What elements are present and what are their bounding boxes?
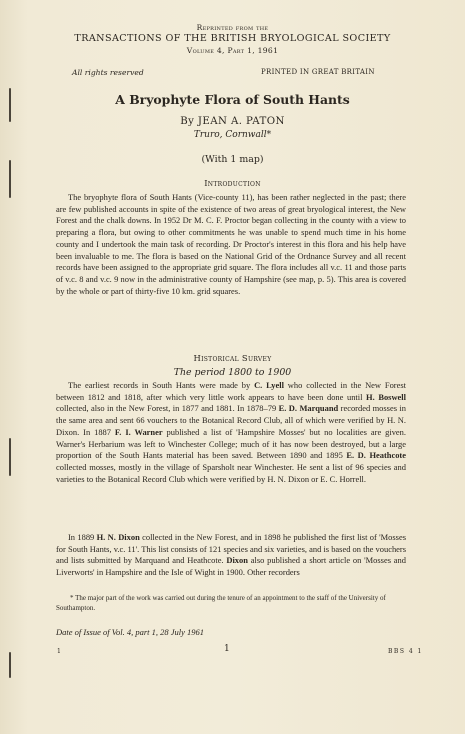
text-run: In 1889 (68, 532, 97, 542)
journal-title: TRANSACTIONS OF THE BRITISH BRYOLOGICAL SOCIETY (74, 33, 391, 44)
text-run: The earliest records in South Hants were made by (68, 380, 255, 390)
rights-notice: All rights reserved (72, 68, 144, 77)
collector-name: C. Lyell (254, 380, 284, 390)
text-run: collected in the New Forest, and in 1898 he published the first list of 'Mosses for South Hants, v.c. 11'. This list consists of 121 species and six varieties, and is based on the vouchers and lists submitted by Marquand and Heathcote. (56, 532, 406, 566)
signature-mark-left: 1 (57, 648, 61, 655)
collector-name: Dixon (226, 555, 248, 566)
binding-mark (9, 652, 11, 678)
historical-survey-heading: Historical Survey (193, 353, 272, 363)
collector-name: F. I. Warner (114, 426, 163, 437)
issue-date: Date of Issue of Vol. 4, part 1, 28 July 1961 (56, 627, 205, 637)
map-note: (With 1 map) (201, 154, 264, 165)
introduction-heading: Introduction (204, 178, 261, 188)
binding-mark (9, 438, 11, 476)
affiliation: Truro, Cornwall* (193, 130, 272, 140)
text-run: published a list of 'Hampshire Mosses' but no localities are given. Warner's Herbarium was left to Winchester College; much of it has now been destroyed, but a large proportion of the South Hants material has been saved. Between 1890 and 1895 (56, 426, 406, 461)
author-line: By JEAN A. PATON (180, 116, 285, 127)
history-paragraph-2 (56, 532, 406, 579)
article-title: A Bryophyte Flora of South Hants (115, 92, 350, 107)
collector-name: E. D. Heathcote (346, 450, 406, 461)
volume-line: Volume 4, Part 1, 1961 (186, 46, 279, 55)
footnote: * The major part of the work was carried out during the tenure of an appointment to the staff of the University of Southampton. (56, 594, 386, 612)
collector-name: H. N. Dixon (96, 532, 140, 542)
period-subheading: The period 1800 to 1900 (173, 367, 292, 378)
page-number: 1 (224, 644, 230, 654)
text-run: collected mosses, mostly in the village of Sparsholt near Winchester. He sent a list of 96 species and varieties to the Botanical Record Club which were verified by H. N. Dixon or E. C. Horrell. (56, 462, 406, 484)
text-run: also published a short article on 'Mosses and Liverworts' in Hampshire and the Isle of Wight in 1900. Other recorders (56, 555, 406, 578)
printed-notice: PRINTED IN GREAT BRITAIN (261, 68, 375, 76)
text-run: recorded mosses in the same area and sent 66 vouchers to the Botanical Record Club, all of which were verified by H. N. Dixon. In 1887 (56, 403, 406, 437)
history-paragraph-1 (56, 380, 406, 485)
introduction-paragraph: The bryophyte flora of South Hants (Vice-county 11), has been rather neglected in the past; there are few published accounts in spite of the existence of two areas of great bryological interest, the New Forest and the chalk downs. In 1952 Dr M. C. F. Proctor began collecting in the county with a view to preparing a flora, but owing to other commitments he was unable to spend much time in his home county and I undertook the main task of recording. Dr Proctor's interest in this flora and his help have been invaluable to me. The flora is based on the National Grid of the Ordnance Survey and all recent records have been assigned to the appropriate grid square. The flora includes all v.c. 11 and those parts of v.c. 8 and v.c. 9 now in the administrative county of Hampshire (see map, p. 5). This area is covered by the whole or part of thirty-five 10 km. grid squares. (56, 192, 406, 296)
text-run: who collected in the New Forest between 1812 and 1818, after which very little work appears to have been done until (56, 380, 406, 402)
collector-name: E. D. Marquand (278, 403, 339, 414)
reprint-line: Reprinted from the (196, 23, 269, 32)
signature-mark-right: BBS 4 1 (388, 648, 423, 655)
collector-name: H. Boswell (366, 391, 406, 402)
text-run: collected, also in the New Forest, in 1877 and 1881. In 1878–79 (56, 403, 279, 414)
